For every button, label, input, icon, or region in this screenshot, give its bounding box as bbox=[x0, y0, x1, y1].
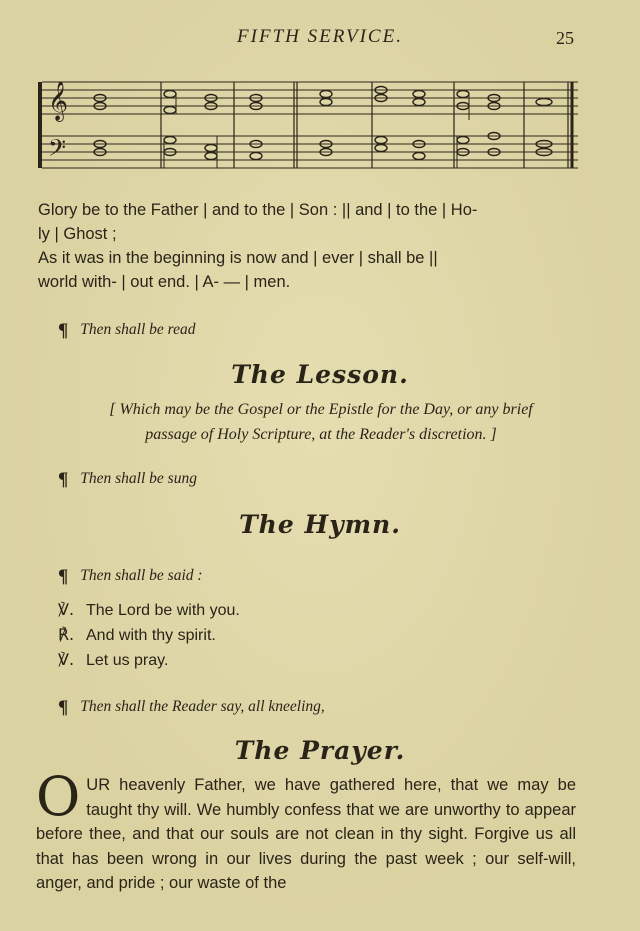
prayer-text bbox=[36, 765, 576, 896]
pilcrow-icon: ¶ bbox=[58, 320, 69, 341]
system-brace bbox=[38, 82, 42, 168]
rubric-read bbox=[58, 320, 196, 342]
running-head: FIFTH SERVICE. bbox=[237, 26, 403, 47]
chant-line-2: ly | Ghost ; bbox=[38, 225, 117, 243]
drop-cap: O bbox=[36, 765, 81, 828]
treble-clef-icon: 𝄞 bbox=[48, 81, 69, 121]
pilcrow-icon: ¶ bbox=[58, 566, 69, 587]
rubric-said-text: Then shall be said : bbox=[80, 567, 203, 584]
barlines bbox=[161, 82, 572, 168]
page-number: 25 bbox=[556, 28, 574, 48]
heading-lesson: The Lesson. bbox=[231, 360, 409, 389]
rubric-kneeling-text: Then shall the Reader say, all kneeling, bbox=[80, 698, 325, 715]
chant-line-1: Glory be to the Father | and to the | Son : || and | to the | Ho- bbox=[38, 201, 478, 219]
versicle-text: Let us pray. bbox=[86, 652, 169, 669]
chant-line-3: As it was in the beginning is now and | ever | shall be || bbox=[38, 249, 438, 267]
heading-prayer: The Prayer. bbox=[234, 736, 406, 765]
versicle-text: And with thy spirit. bbox=[86, 627, 216, 644]
note-heads bbox=[94, 87, 552, 160]
lesson-note-line-2: passage of Holy Scripture, at the Reader's discretion. ] bbox=[145, 426, 497, 443]
pilcrow-icon: ¶ bbox=[58, 697, 69, 718]
versicle-mark: ℣. bbox=[58, 650, 75, 669]
chant-music-notation bbox=[36, 74, 584, 176]
rubric-sung-text: Then shall be sung bbox=[80, 470, 197, 487]
pilcrow-icon: ¶ bbox=[58, 469, 69, 490]
versicle-text: The Lord be with you. bbox=[86, 602, 240, 619]
versicle-1 bbox=[58, 597, 240, 622]
heading-hymn: The Hymn. bbox=[239, 510, 401, 539]
chant-line-4: world with- | out end. | A- — | men. bbox=[38, 273, 291, 291]
rubric-read-text: Then shall be read bbox=[80, 321, 196, 338]
rubric-sung bbox=[58, 469, 197, 491]
lesson-note-line-1: [ Which may be the Gospel or the Epistle for the Day, or any brief bbox=[109, 401, 533, 418]
response-mark: ℟. bbox=[58, 625, 75, 644]
versicle-mark: ℣. bbox=[58, 600, 75, 619]
bass-clef-icon: 𝄢 bbox=[48, 134, 67, 167]
versicle-2 bbox=[58, 622, 240, 647]
versicles bbox=[58, 597, 240, 672]
rubric-kneeling bbox=[58, 697, 325, 719]
versicle-3 bbox=[58, 647, 240, 672]
prayer-body: UR heavenly Father, we have gathered here, that we may be taught thy will. We humbly confess that we are unworthy to appear before thee, and that our souls are not clean in thy sight. Forgive us all that has been wrong in our lives during the past week ; our self-will, anger, and pride ; our waste of the bbox=[36, 776, 576, 892]
bass-staff bbox=[42, 136, 578, 168]
rubric-said bbox=[58, 566, 203, 588]
